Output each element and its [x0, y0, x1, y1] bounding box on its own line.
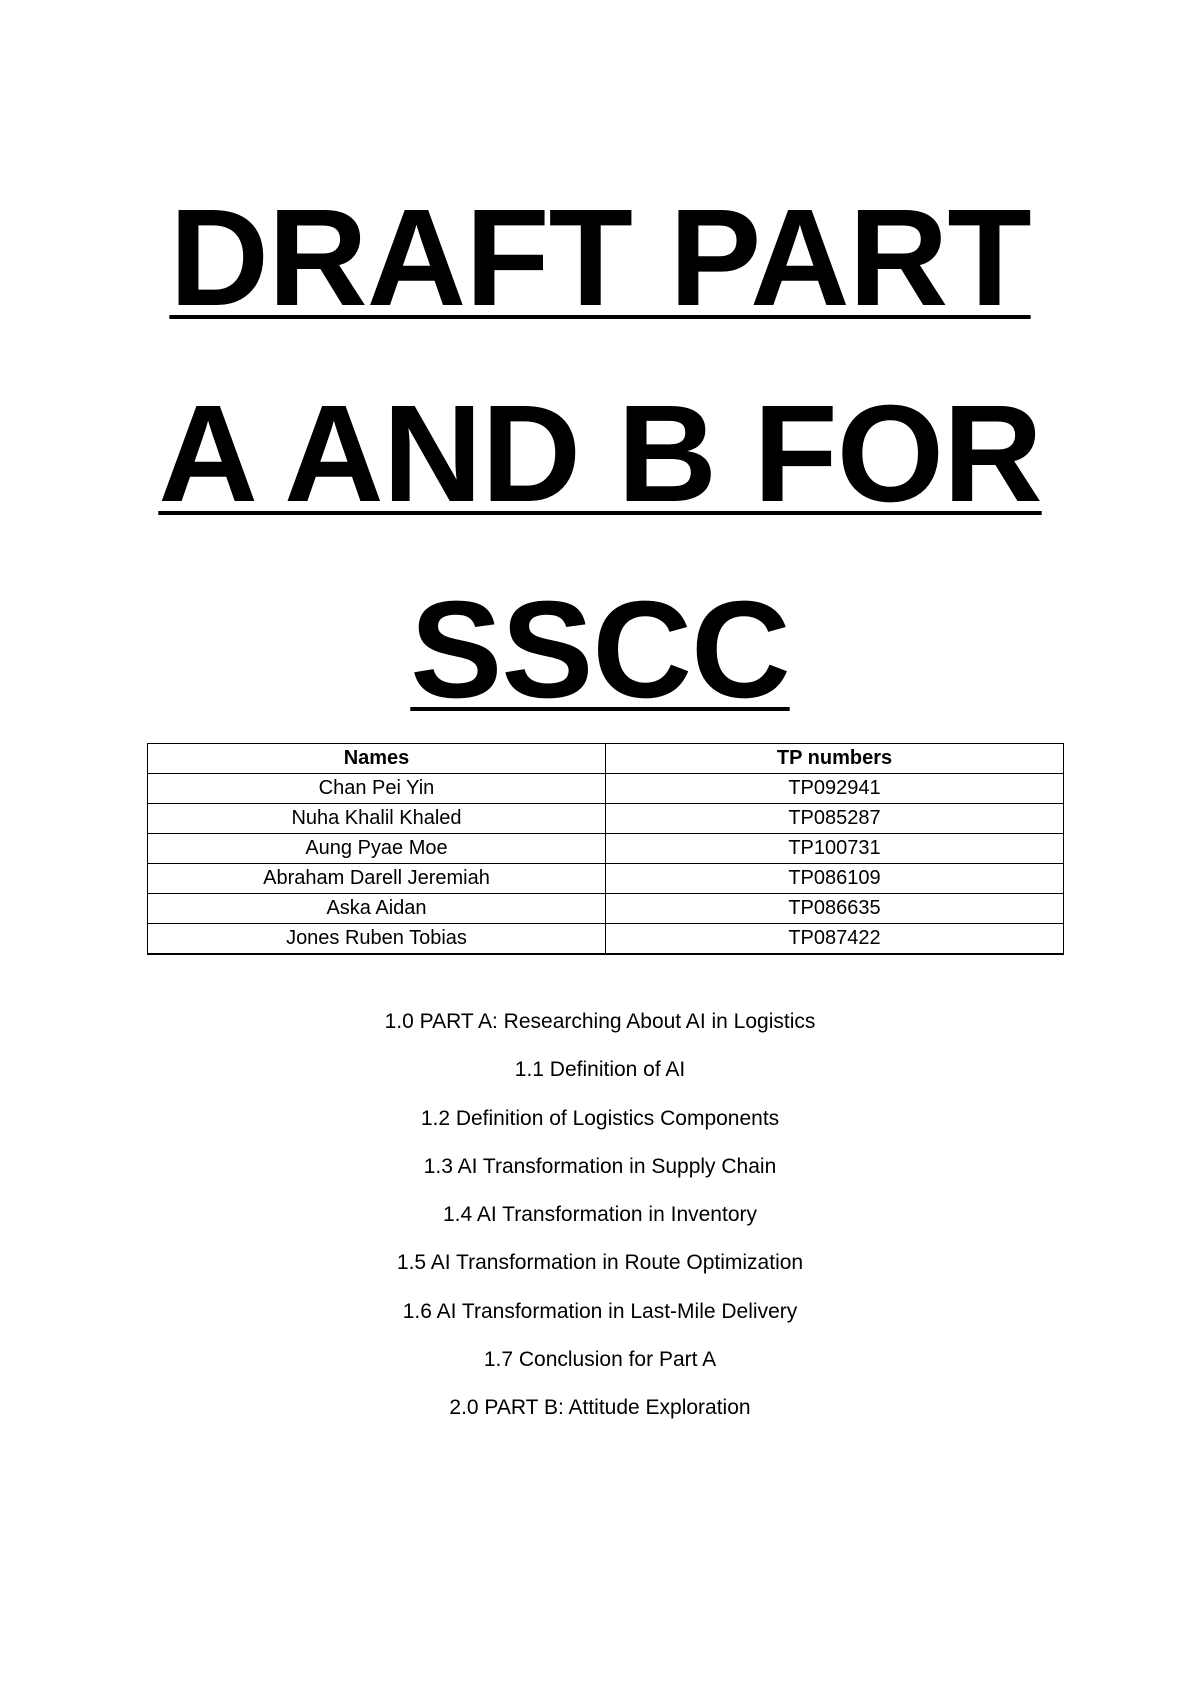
- member-tp-number: TP092941: [606, 774, 1064, 804]
- table-row: [148, 894, 1064, 924]
- contents-item: 2.0 PART B: Attitude Exploration: [449, 1396, 751, 1420]
- member-tp-number: TP086109: [606, 864, 1064, 894]
- table-row: [148, 864, 1064, 894]
- document-title: [0, 160, 1200, 748]
- contents-item: 1.4 AI Transformation in Inventory: [443, 1203, 757, 1227]
- contents-item: 1.6 AI Transformation in Last-Mile Delivery: [402, 1299, 798, 1323]
- contents-item: 1.3 AI Transformation in Supply Chain: [423, 1154, 777, 1178]
- header-names: Names: [148, 744, 606, 774]
- title-line: [0, 160, 1200, 356]
- title-line-text: DRAFT PART: [169, 181, 1031, 335]
- member-name: Abraham Darell Jeremiah: [148, 864, 606, 894]
- member-name: Chan Pei Yin: [148, 774, 606, 804]
- title-line-text: SSCC: [410, 573, 790, 727]
- member-tp-number: TP085287: [606, 804, 1064, 834]
- table-row: [148, 924, 1064, 955]
- table-row: [148, 804, 1064, 834]
- member-name: Jones Ruben Tobias: [148, 924, 606, 955]
- member-tp-number: TP087422: [606, 924, 1064, 955]
- contents-item: 1.7 Conclusion for Part A: [483, 1348, 717, 1372]
- title-line-text: A AND B FOR: [158, 377, 1042, 531]
- contents-item: 1.1 Definition of AI: [514, 1058, 686, 1082]
- member-name: Aska Aidan: [148, 894, 606, 924]
- member-tp-number: TP100731: [606, 834, 1064, 864]
- contents-item: 1.5 AI Transformation in Route Optimization: [396, 1251, 804, 1275]
- contents-item: 1.0 PART A: Researching About AI in Logistics: [384, 1010, 816, 1033]
- title-line: [0, 552, 1200, 748]
- table-row: [148, 834, 1064, 864]
- contents-item: 1.2 Definition of Logistics Components: [420, 1106, 780, 1130]
- member-name: Aung Pyae Moe: [148, 834, 606, 864]
- header-tp-numbers: TP numbers: [606, 744, 1064, 774]
- member-tp-number: TP086635: [606, 894, 1064, 924]
- contents-list: [0, 1004, 1200, 1439]
- members-table: [147, 743, 1064, 955]
- table-header-row: [148, 744, 1064, 774]
- member-name: Nuha Khalil Khaled: [148, 804, 606, 834]
- table-row: [148, 774, 1064, 804]
- title-line: [0, 356, 1200, 552]
